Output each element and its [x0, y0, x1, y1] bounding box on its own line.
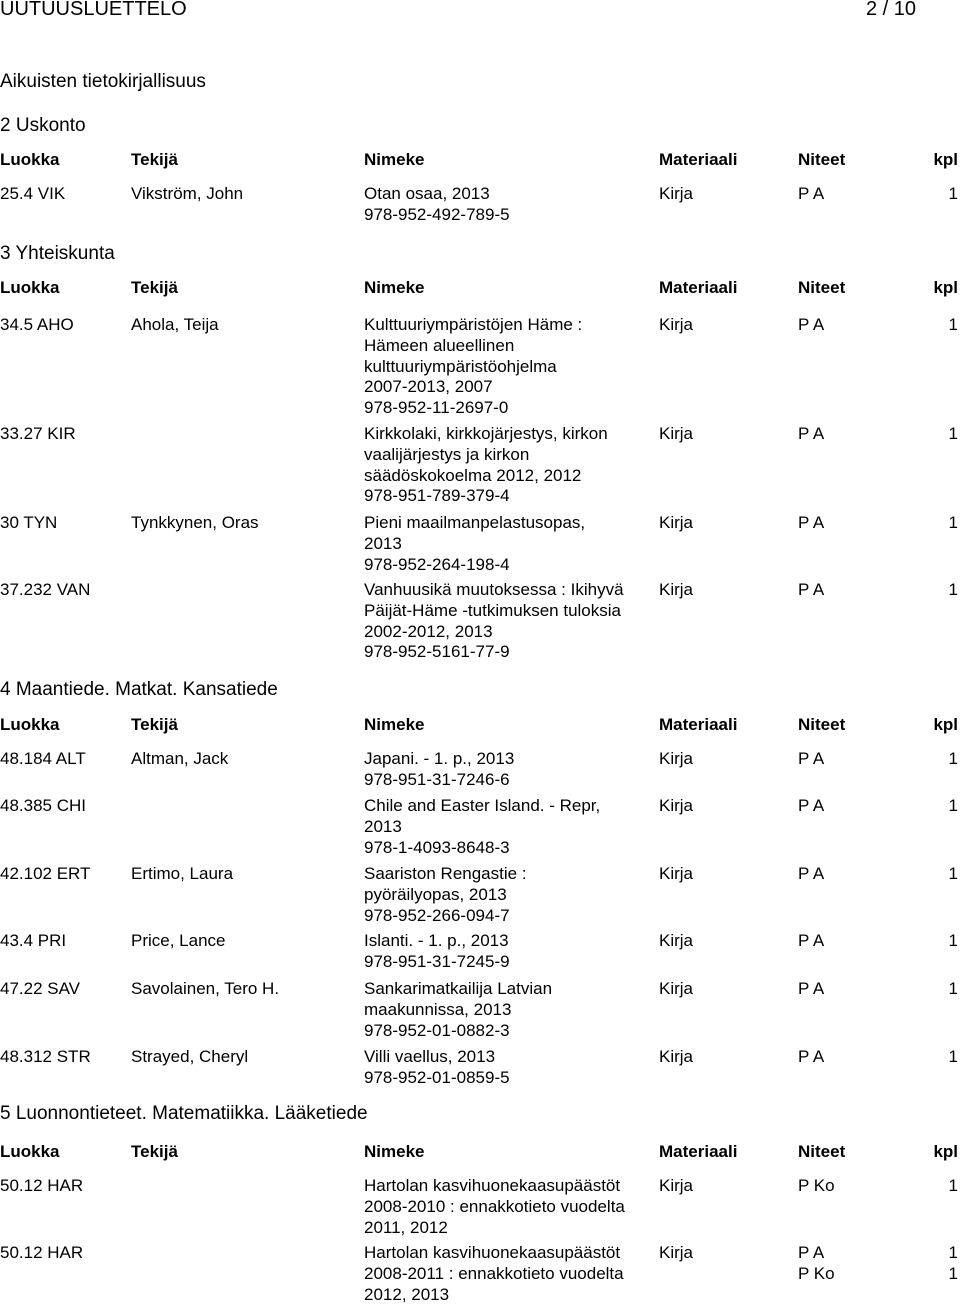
cell-kpl: 1	[948, 979, 958, 998]
cell-nimeke-line: 978-952-01-0882-3	[364, 1020, 510, 1040]
main-heading: Aikuisten tietokirjallisuus	[0, 71, 206, 92]
cell-kpl: 1	[948, 513, 958, 532]
cell-nimeke-line: Hartolan kasvihuonekaasupäästöt	[364, 1243, 621, 1262]
cell-niteet: P A	[798, 184, 825, 203]
column-header-kpl: kpl	[933, 150, 958, 169]
cell-nimeke-line: 2007-2013, 2007	[364, 377, 493, 397]
cell-nimeke-line: 2008-2010 : ennakkotieto vuodelta	[364, 1196, 625, 1216]
cell-luokka: 43.4 PRI	[0, 931, 67, 950]
cell-materiaali: Kirja	[659, 796, 694, 815]
column-header-materiaali: Materiaali	[659, 150, 738, 169]
cell-kpl: 1	[948, 1243, 958, 1262]
column-header-nimeke: Nimeke	[364, 1142, 425, 1161]
cell-tekija: Altman, Jack	[131, 749, 229, 768]
cell-tekija: Ahola, Teija	[131, 315, 219, 334]
cell-nimeke-line: 2012, 2013	[364, 1284, 450, 1304]
section-title: 2 Uskonto	[0, 115, 86, 136]
document-title: UUTUUSLUETTELO	[0, 0, 187, 20]
column-header-tekija: Tekijä	[131, 278, 178, 297]
cell-niteet: P A	[798, 979, 825, 998]
cell-materiaali: Kirja	[659, 979, 694, 998]
cell-nimeke-line: pyöräilyopas, 2013	[364, 884, 507, 904]
cell-niteet: P A	[798, 580, 825, 599]
column-header-niteet: Niteet	[798, 715, 846, 734]
cell-nimeke-line: Sankarimatkailija Latvian	[364, 979, 553, 998]
cell-nimeke-line: 2002-2012, 2013	[364, 621, 493, 641]
cell-luokka: 37.232 VAN	[0, 580, 91, 599]
column-header-materiaali: Materiaali	[659, 1142, 738, 1161]
cell-nimeke-line: 978-952-01-0859-5	[364, 1067, 510, 1087]
column-header-luokka: Luokka	[0, 278, 60, 297]
cell-nimeke-line: Kulttuuriympäristöjen Häme :	[364, 315, 583, 334]
cell-kpl: 1	[948, 749, 958, 768]
cell-kpl: 1	[948, 424, 958, 443]
cell-nimeke-line: Vanhuusikä muutoksessa : Ikihyvä	[364, 580, 624, 599]
cell-tekija: Vikström, John	[131, 184, 244, 203]
cell-kpl: 1	[948, 931, 958, 950]
cell-niteet: P Ko	[798, 1263, 835, 1283]
cell-nimeke-line: 978-952-11-2697-0	[364, 398, 509, 418]
column-header-materiaali: Materiaali	[659, 715, 738, 734]
cell-niteet: P A	[798, 796, 825, 815]
cell-nimeke-line: 2011, 2012	[364, 1217, 448, 1237]
column-header-kpl: kpl	[933, 715, 958, 734]
cell-nimeke-line: 2013	[364, 533, 402, 553]
cell-nimeke-line: 978-951-31-7246-6	[364, 769, 510, 789]
cell-niteet: P A	[798, 424, 825, 443]
cell-niteet: P A	[798, 1047, 825, 1066]
cell-luokka: 33.27 KIR	[0, 424, 76, 443]
cell-niteet: P A	[798, 315, 825, 334]
column-header-luokka: Luokka	[0, 150, 60, 169]
cell-luokka: 48.184 ALT	[0, 749, 86, 768]
cell-nimeke-line: Chile and Easter Island. - Repr,	[364, 796, 601, 815]
cell-nimeke-line: 2013	[364, 816, 402, 836]
cell-materiaali: Kirja	[659, 580, 694, 599]
page-number: 2 / 10	[865, 0, 916, 20]
cell-kpl: 1	[948, 1047, 958, 1066]
cell-kpl: 1	[948, 1263, 958, 1283]
cell-nimeke-line: maakunnissa, 2013	[364, 999, 512, 1019]
cell-nimeke-line: 978-951-789-379-4	[364, 486, 510, 506]
cell-kpl: 1	[948, 184, 958, 203]
cell-materiaali: Kirja	[659, 1176, 694, 1195]
cell-nimeke-line: vaalijärjestys ja kirkon	[364, 444, 530, 464]
cell-materiaali: Kirja	[659, 931, 694, 950]
cell-luokka: 47.22 SAV	[0, 979, 81, 998]
cell-nimeke-line: kulttuuriympäristöohjelma	[364, 356, 557, 376]
section-title: 5 Luonnontieteet. Matematiikka. Lääketiede	[0, 1103, 368, 1124]
cell-materiaali: Kirja	[659, 315, 694, 334]
section-title: 3 Yhteiskunta	[0, 243, 115, 264]
cell-nimeke-line: Pieni maailmanpelastusopas,	[364, 513, 586, 532]
cell-nimeke-line: Islanti. - 1. p., 2013	[364, 931, 509, 950]
cell-nimeke-line: Japani. - 1. p., 2013	[364, 749, 515, 768]
column-header-luokka: Luokka	[0, 715, 60, 734]
column-header-nimeke: Nimeke	[364, 150, 425, 169]
column-header-materiaali: Materiaali	[659, 278, 738, 297]
column-header-tekija: Tekijä	[131, 1142, 178, 1161]
cell-materiaali: Kirja	[659, 184, 694, 203]
column-header-tekija: Tekijä	[131, 150, 178, 169]
cell-tekija: Strayed, Cheryl	[131, 1047, 249, 1066]
column-header-nimeke: Nimeke	[364, 715, 425, 734]
cell-nimeke-line: Hämeen alueellinen	[364, 335, 515, 355]
cell-tekija: Ertimo, Laura	[131, 864, 234, 883]
cell-luokka: 50.12 HAR	[0, 1243, 84, 1262]
cell-nimeke-line: 2008-2011 : ennakkotieto vuodelta	[364, 1263, 624, 1283]
cell-luokka: 50.12 HAR	[0, 1176, 84, 1195]
cell-luokka: 48.312 STR	[0, 1047, 91, 1066]
cell-kpl: 1	[948, 1176, 958, 1195]
cell-luokka: 30 TYN	[0, 513, 58, 532]
cell-materiaali: Kirja	[659, 1243, 694, 1262]
cell-nimeke-line: 978-952-264-198-4	[364, 554, 510, 574]
cell-nimeke-line: Otan osaa, 2013	[364, 184, 490, 203]
cell-kpl: 1	[948, 315, 958, 334]
section-title: 4 Maantiede. Matkat. Kansatiede	[0, 679, 278, 700]
cell-nimeke-line: Villi vaellus, 2013	[364, 1047, 496, 1066]
cell-nimeke-line: Päijät-Häme -tutkimuksen tuloksia	[364, 600, 621, 620]
cell-tekija: Savolainen, Tero H.	[131, 979, 280, 998]
cell-luokka: 42.102 ERT	[0, 864, 91, 883]
cell-materiaali: Kirja	[659, 749, 694, 768]
cell-niteet: P A	[798, 749, 825, 768]
cell-nimeke-line: säädöskokoelma 2012, 2012	[364, 465, 582, 485]
cell-nimeke-line: 978-951-31-7245-9	[364, 951, 510, 971]
column-header-kpl: kpl	[933, 1142, 958, 1161]
cell-nimeke-line: 978-952-5161-77-9	[364, 642, 510, 662]
cell-luokka: 25.4 VIK	[0, 184, 66, 203]
column-header-luokka: Luokka	[0, 1142, 60, 1161]
column-header-kpl: kpl	[933, 278, 958, 297]
column-header-niteet: Niteet	[798, 1142, 846, 1161]
cell-nimeke-line: Saariston Rengastie :	[364, 864, 527, 883]
cell-niteet: P A	[798, 513, 825, 532]
cell-nimeke-line: 978-1-4093-8648-3	[364, 837, 510, 857]
cell-niteet: P Ko	[798, 1176, 835, 1195]
cell-luokka: 48.385 CHI	[0, 796, 86, 815]
cell-tekija: Tynkkynen, Oras	[131, 513, 259, 532]
column-header-nimeke: Nimeke	[364, 278, 425, 297]
cell-materiaali: Kirja	[659, 424, 694, 443]
cell-niteet: P A	[798, 931, 825, 950]
cell-materiaali: Kirja	[659, 864, 694, 883]
column-header-tekija: Tekijä	[131, 715, 178, 734]
cell-niteet: P A	[798, 1243, 825, 1262]
cell-materiaali: Kirja	[659, 1047, 694, 1066]
column-header-niteet: Niteet	[798, 278, 846, 297]
cell-kpl: 1	[948, 580, 958, 599]
cell-luokka: 34.5 AHO	[0, 315, 74, 334]
cell-tekija: Price, Lance	[131, 931, 226, 950]
cell-nimeke-line: Kirkkolaki, kirkkojärjestys, kirkon	[364, 424, 608, 443]
cell-nimeke-line: 978-952-492-789-5	[364, 204, 510, 224]
cell-materiaali: Kirja	[659, 513, 694, 532]
cell-nimeke-line: Hartolan kasvihuonekaasupäästöt	[364, 1176, 621, 1195]
cell-nimeke-line: 978-952-266-094-7	[364, 905, 510, 925]
cell-kpl: 1	[948, 796, 958, 815]
column-header-niteet: Niteet	[798, 150, 846, 169]
cell-niteet: P A	[798, 864, 825, 883]
cell-kpl: 1	[948, 864, 958, 883]
